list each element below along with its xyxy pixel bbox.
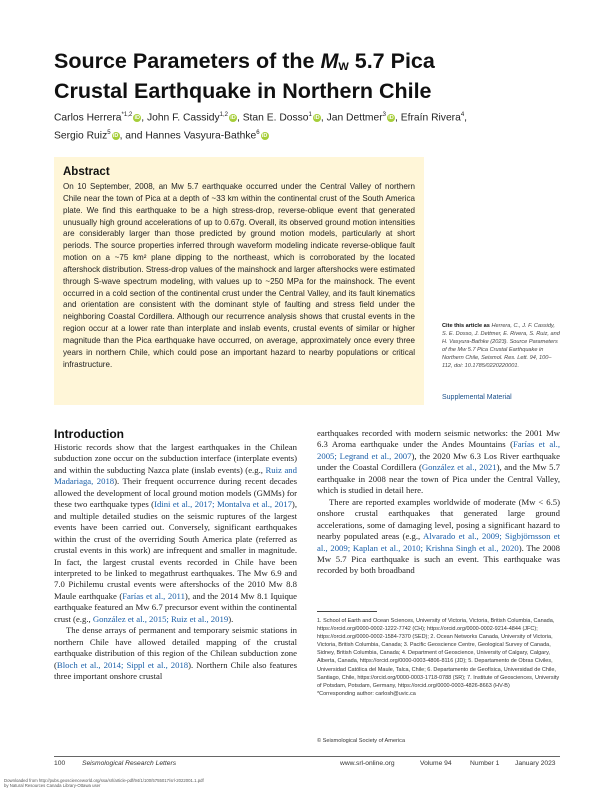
text-run: The dense arrays of permanent and temporary seismic stations in northern Chile have allowed detailed mapping of the crustal earthquake distribution of this region of the Chilean subduction zone ( [54,625,297,670]
text-run: ), and the Mw 5.7 earthquake in 2008 near the town of Pica under the Central Valley, which is studied in detail here. [317,462,560,496]
citation-box [442,322,560,370]
citation-link[interactable]: González et al., 2021 [421,462,497,473]
copyright: © Seismological Society of America [317,738,406,744]
citation-link[interactable]: Farías et al., 2011 [122,590,185,601]
title-text-1: Source Parameters of the [54,49,321,73]
text-run: ). Their frequent occurrence during recent decades allowed the development of local ground motion models (GMMs) for these two earthquake types ( [54,476,297,510]
orcid-icon[interactable]: iD [261,133,268,140]
cite-text: Herrera, C., J. F. Cassidy, S. E. Dosso, J. Dettmer, E. Rivera, S. Ruiz, and H. Vasyura-Bathke (2023). Source Parameters of the Mw 5.7 Pica Crustal Earthquake in Northern Chile, Seismol. Res. Lett. 94, 100–112, doi: 10.1785/0220220001. [442,323,560,369]
journal-name: Seismological Research Letters [82,760,177,767]
right-paragraph-2 [317,497,560,577]
text-run: ). The 2008 Mw 5.7 Pica earthquake is such an event. This earthquake was recorded by both broadband [317,542,560,576]
text-run: ), and the 2014 Mw 8.1 Iquique earthquake featured an Mw 6.7 precursor event within the continental crust (e.g., [54,590,297,624]
right-column [317,428,560,577]
affil-sup: 5 [107,129,111,136]
affil-sup: 3 [382,112,387,118]
text-run: There are reported examples worldwide of moderate (Mw < 6.5) onshore crustal earthquakes that generated large ground accelerations, some of damaging level, posing a significant hazard to nearby populated areas (e.g., [317,496,560,542]
text-run: ), and multiple detailed studies on the seismic ruptures of the largest events have been carried out. Conversely, significant earthquakes within the crust of the overriding South America plate (referred as crustal events in this work) are infrequent and smaller in magnitude. In fact, the largest crustal events recorded in Chile have been interpreted to be linked to megathrust earthquakes. The Mw 6.9 and 7.0 Pichilemu crustal events were aftershocks of the 2010 Mw 8.8 Maule earthquake ( [54,499,297,601]
orcid-icon[interactable]: iD [314,115,320,122]
intro-paragraph-1 [54,442,297,625]
paper-title [54,48,534,104]
title-mw: M [320,49,339,73]
abstract-heading: Abstract [63,166,110,178]
affil-sup: 1,2 [219,112,228,118]
cite-label: Cite this article as [442,323,490,329]
citation-link[interactable]: Bloch et al., 2014; Sippl et al., 2018 [56,659,189,670]
abstract-text: On 10 September, 2008, an Mw 5.7 earthquake occurred under the Central Valley of northern Chile near the town of Pica at a depth of ~33 km within the continental crust of the South America plate. We find this earthquake to be a high stress-drop, reverse-oblique event that generated unusually high ground accelerations of up to 0.67g. Overall, its observed ground motion intensities are considerably larger than those predicted by ground motion models, particularly at short periods. The source properties inferred through waveform modeling indicate reverse-oblique fault motion on a ~75 km² plane dipping to the northeast, which is corroborated by the located aftershock distribution. Stress-drop values of the mainshock and larger aftershocks were estimated through S-wave spectrum modeling, with values up to ~250 MPa for the mainshock. The event occurred in a cold section of the continental crust under the Central Valley, and its fault kinematics and orientation are consistent with the dominant style of faulting and stress field under the neighboring Coastal Cordillera. Although our recurrence analysis shows that crustal events in the region occur at a lower rate than interplate and inslab events, crustal events of similar or higher magnitude than the Pica earthquake have occurred, on average, approximately once every three years in northern Chile, which could pose an important hazard to nearby populations or critical infrastructure. [63,182,415,369]
title-mw-sub: W [338,61,349,73]
section-heading-introduction: Introduction [54,427,124,441]
title-text-2: 5.7 Pica [348,49,435,73]
author-name: , and Hannes Vasyura-Bathke [119,130,257,142]
author-name: , John F. Cassidy [141,112,220,124]
intro-paragraph-2 [54,625,297,682]
footer-divider [54,756,560,757]
title-line-2: Crustal Earthquake in Northern Chile [54,79,432,103]
affil-sup: 4 [460,112,465,118]
text-run: ). Northern Chile also features three important onshore crustal [54,659,298,682]
citation-link[interactable]: Alvarado et al., 2009; Sigbjörnsson et al., 2009; Kaplan et al., 2010; Krishna Singh et al., 2020 [317,531,560,553]
citation-link[interactable]: Idini et al., 2017; Montalva et al., 2017 [154,499,292,510]
volume: Volume 94 [420,760,452,767]
affiliations: 1. School of Earth and Ocean Sciences, University of Victoria, Victoria, British Columbia, Canada, https://orcid.org/0000-0002-1222-7742 (CH); https://orcid.org/0000-0002-9214-4844 (JFC); https://orcid.org/0000-0002-1584-7370 (SED); 2. Ocean Networks Canada, University of Victoria, Victoria, British Columbia, Canada; 3. Pacific Geoscience Centre, Geological Survey of Canada, Sidney, British Columbia, Canada; 4. Department of Geoscience, University of Calgary, Calgary, Alberta, Canada, https://orcid.org/0000-0003-4806-8116 (JD); 5. Departamento de Obras Civiles, Universidad Católica del Maule, Talca, Chile; 6. Departamento de Geofísica, Universidad de Chile, Santiago, Chile, https://orcid.org/0000-0003-1718-0788 (SR); 7. Institute of Geosciences, University of Potsdam, Potsdam, Germany, https://orcid.org/0000-0003-4826-8663 (HV-B) *Corresponding author: carlosh@uvic.ca [317,618,560,697]
author-name: , Efraín Rivera [395,112,461,124]
left-column [54,442,297,683]
orcid-icon[interactable]: iD [388,115,394,122]
download-notice: Downloaded from http://pubs.geoscienceworld.org/ssa/srl/article-pdf/94/1/100/5755017/srl-2022001.1.pdf by Natural Resources Canada Library-Ottawa user [4,778,204,789]
affil-sup: *1,2 [121,112,133,118]
text-run: Historic records show that the largest earthquakes in the Chilean subduction zone occur on the subduction interface (interplate events) and within the subducting Nazca plate (inslab events) (e.g., [54,442,297,475]
author-name: , Stan E. Dosso [236,112,309,124]
journal-url[interactable]: www.srl-online.org [340,760,395,767]
supplemental-material-link[interactable]: Supplemental Material [442,394,512,401]
author-name: Sergio Ruiz [54,130,108,142]
text-run: earthquakes recorded with modern seismic networks: the 2001 Mw 6.3 Aroma earthquake under the Andes Mountains ( [317,428,560,450]
author-name: Carlos Herrera [54,112,122,124]
orcid-icon[interactable]: iD [112,133,119,140]
citation-link[interactable]: González et al., 2015; Ruiz et al., 2019 [92,613,229,624]
right-paragraph-1 [317,428,560,497]
issue-number: Number 1 [470,760,500,767]
page-number: 100 [54,760,66,767]
text-run: ). [228,613,234,624]
author-name: , Jan Dettmer [320,112,383,124]
affil-sup: 1 [308,112,312,118]
orcid-icon[interactable]: iD [230,115,236,122]
affil-sup: 6 [256,129,260,136]
text-run: ), the 2020 Mw 6.3 Los River earthquake under the Coastal Cordillera ( [317,450,560,473]
affiliation-divider [317,611,377,612]
orcid-icon[interactable]: iD [134,115,140,122]
citation-link[interactable]: Ruiz and Madariaga, 2018 [54,464,297,487]
citation-link[interactable]: Farías et al., 2005; Legrand et al., 2007 [317,439,560,461]
author-list: Carlos Herrera$^{*1,2}$iD, John F. Cassidy$^{1,2}$iD, Stan E. Dosso$^1$iD, Jan Dettmer$^3$iD, Efraín Rivera$^4$, Sergio Ruiz$^5$iD, and Hannes Vasyura-Bathke$^6$iD [54,112,468,142]
issue-date: January 2023 [515,760,556,767]
